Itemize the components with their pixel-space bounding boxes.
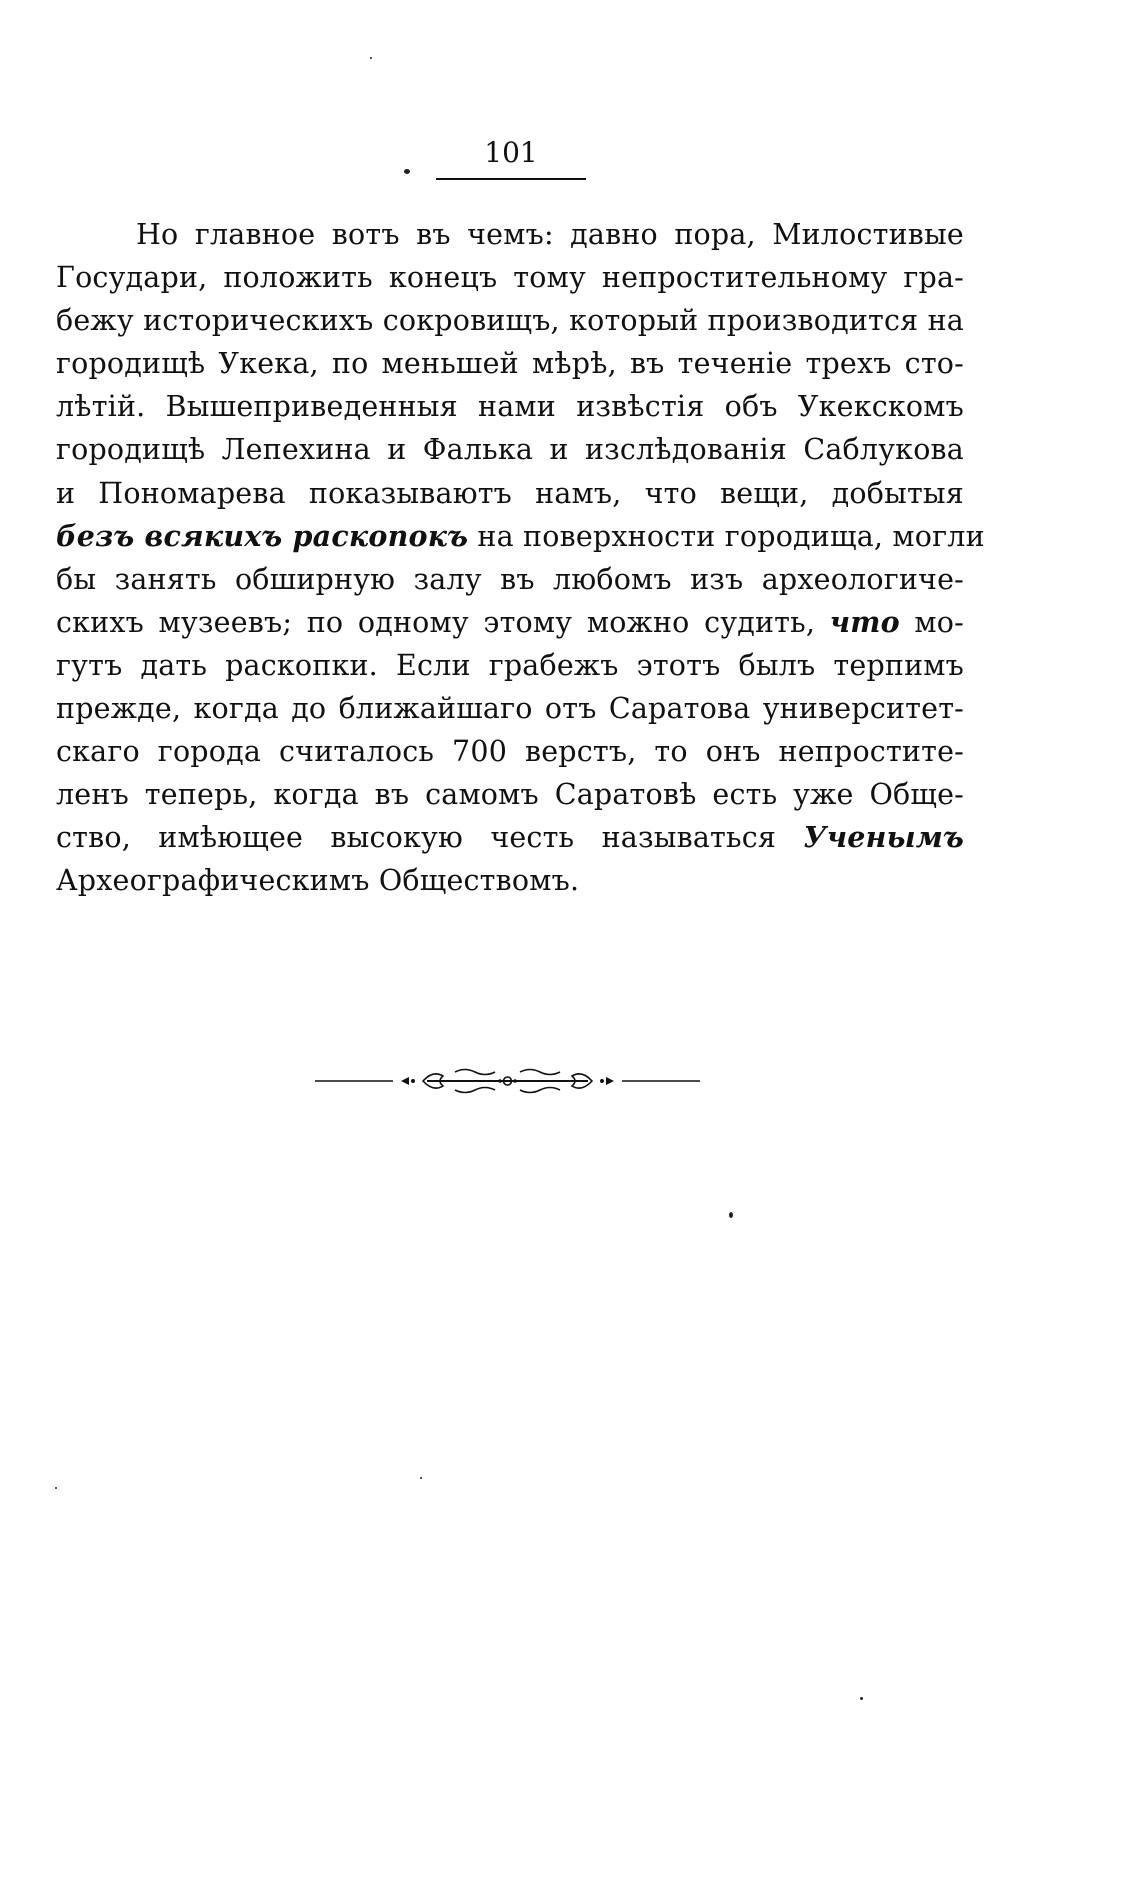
print-speck (55, 1487, 57, 1489)
text-run: скихъ музеевъ; по одному этому можно судить, (56, 605, 830, 639)
print-speck (370, 57, 372, 59)
text-line: Государи, положить конецъ тому непростительному гра- (56, 261, 964, 295)
text-line: городищѣ Лепехина и Фалька и изслѣдованія Саблукова (56, 433, 964, 467)
text-line: городищѣ Укека, по меньшей мѣрѣ, въ теченіе трехъ сто- (56, 347, 964, 381)
text-line: лѣтій. Вышеприведенныя нами извѣстія объ Укекскомъ (56, 390, 964, 424)
page-number-rule (436, 178, 586, 180)
text-line (56, 816, 964, 859)
text-line (56, 601, 964, 644)
text-line (56, 515, 985, 558)
text-line: и Пономарева показываютъ намъ, что вещи, добытыя (56, 476, 964, 510)
print-speck (420, 1477, 422, 1479)
print-speck (729, 1212, 733, 1218)
emphasized-text: Ученымъ (803, 820, 964, 855)
text-run: ство, имѣющее высокую честь называться (56, 821, 804, 855)
text-run: мо- (899, 605, 964, 639)
body-paragraph (56, 213, 985, 903)
text-line: ленъ теперь, когда въ самомъ Саратовѣ есть уже Обще- (56, 778, 964, 812)
ornamental-divider (315, 1064, 700, 1098)
emphasized-text: что (829, 604, 900, 639)
text-run: на поверхности городища, могли (468, 519, 985, 553)
text-line: прежде, когда до ближайшаго отъ Саратова университет- (56, 692, 964, 726)
text-line: бежу историческихъ сокровищъ, который производится на (56, 304, 964, 338)
text-line: Археографическимъ Обществомъ. (56, 864, 580, 898)
text-line: Но главное вотъ въ чемъ: давно пора, Милостивые (136, 218, 964, 251)
text-line: гутъ дать раскопки. Если грабежъ этотъ былъ терпимъ (56, 648, 964, 682)
emphasized-text: безъ всякихъ раскопокъ (56, 518, 469, 553)
text-line: бы занять обширную залу въ любомъ изъ археологиче- (56, 562, 964, 596)
text-line: скаго города считалось 700 верстъ, то онъ непростите- (56, 735, 964, 769)
print-speck (860, 1697, 863, 1700)
page-number: 101 (484, 136, 538, 169)
print-speck (404, 169, 410, 174)
